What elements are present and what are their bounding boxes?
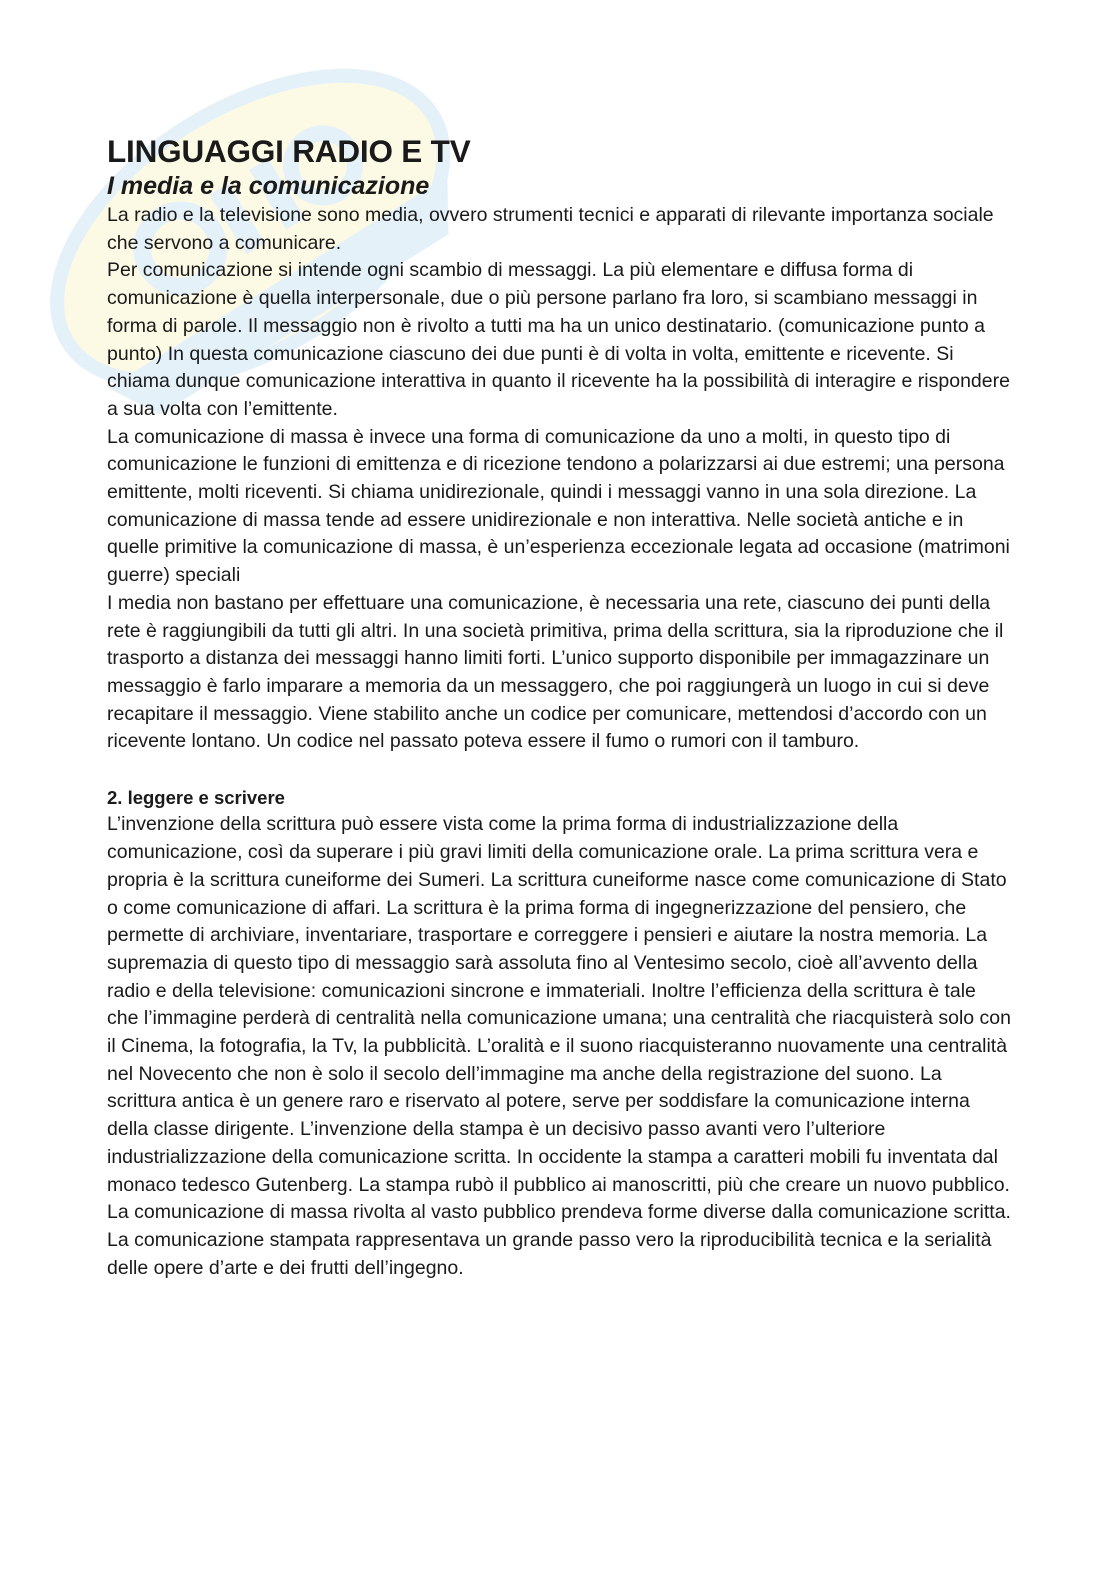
- paragraph: Per comunicazione si intende ogni scambio di messaggi. La più elementare e diffusa forma di comunicazione è quella interpersonale, due o più persone parlano fra loro, si scambiano messaggi in forma di parole. Il messaggio non è rivolto a tutti ma ha un unico destinatario. (comunicazione punto a punto) In questa comunicazione ciascuno dei due punti è di volta in volta, emittente e ricevente. Si chiama dunque comunicazione interattiva in quanto il ricevente ha la possibilità di interagire e rispondere a sua volta con l’emittente.: [107, 259, 1010, 420]
- paragraph: I media non bastano per effettuare una comunicazione, è necessaria una rete, ciascuno dei punti della rete è raggiungibili da tutti gli altri. In una società primitiva, prima della scrittura, sia la riproduzione che il trasporto a distanza dei messaggi hanno limiti forti. L’unico supporto disponibile per immagazzinare un messaggio è farlo imparare a memoria da un messaggero, che poi raggiungerà un luogo in cui si deve recapitare il messaggio. Viene stabilito anche un codice per comunicare, mettendosi d’accordo con un ricevente lontano. Un codice nel passato poteva essere il fumo o rumori con il tamburo.: [107, 591, 1004, 753]
- paragraph: La comunicazione di massa è invece una forma di comunicazione da uno a molti, in questo tipo di comunicazione le funzioni di emittenza e di ricezione tendono a polarizzarsi ai due estremi; una persona emittente, molti riceventi. Si chiama unidirezionale, quindi i messaggi vanno in una sola direzione. La comunicazione di massa tende ad essere unidirezionale e non interattiva. Nelle società antiche e in quelle primitive la comunicazione di massa, è un’esperienza eccezionale legata ad occasione (matrimoni guerre) speciali: [107, 425, 1010, 587]
- paragraph: La radio e la televisione sono media, ovvero strumenti tecnici e apparati di rilevante importanza sociale che servono a comunicare.: [107, 204, 994, 254]
- page-title: LINGUAGGI RADIO E TV: [107, 133, 471, 169]
- paragraph: L’invenzione della scrittura può essere vista come la prima forma di industrializzazione della comunicazione, così da superare i più gravi limiti della comunicazione orale. La prima scrittura vera e propria è la scrittura cuneiforme dei Sumeri. La scrittura cuneiforme nasce come comunicazione di Stato o come comunicazione di affari. La scrittura è la prima forma di ingegnerizzazione del pensiero, che permette di archiviare, inventariare, trasportare e correggere i pensieri e aiutare la nostra memoria. La supremazia di questo tipo di messaggio sarà assoluta fino al Ventesimo secolo, cioè all’avvento della radio e della televisione: comunicazioni sincrone e immateriali. Inoltre l’efficienza della scrittura è tale che l’immagine perderà di centralità nella comunicazione umana; una centralità che riacquisterà solo con il Cinema, la fotografia, la Tv, la pubblicità. L’oralità e il suono riacquisteranno nuovamente una centralità nel Novecento che non è solo il secolo dell’immagine ma anche della registrazione del suono. La scrittura antica è un genere raro e riservato al potere, serve per soddisfare la comunicazione interna della classe dirigente. L’invenzione della stampa è un decisivo passo avanti vero l’ulteriore industrializzazione della comunicazione scritta. In occidente la stampa a caratteri mobili fu inventata dal monaco tedesco Gutenberg. La stampa rubò il pubblico ai manoscritti, più che creare un nuovo pubblico. La comunicazione di massa rivolta al vasto pubblico prendeva forme diverse dalla comunicazione scritta. La comunicazione stampata rappresentava un grande passo vero la riproducibilità tecnica e la serialità delle opere d’arte e dei frutti dell’ingegno.: [107, 813, 1011, 1279]
- document-body: [107, 132, 1012, 1282]
- page-subtitle: I media e la comunicazione: [107, 172, 430, 200]
- section-spacer: [107, 756, 1012, 784]
- section-heading: 2. leggere e scrivere: [107, 786, 285, 808]
